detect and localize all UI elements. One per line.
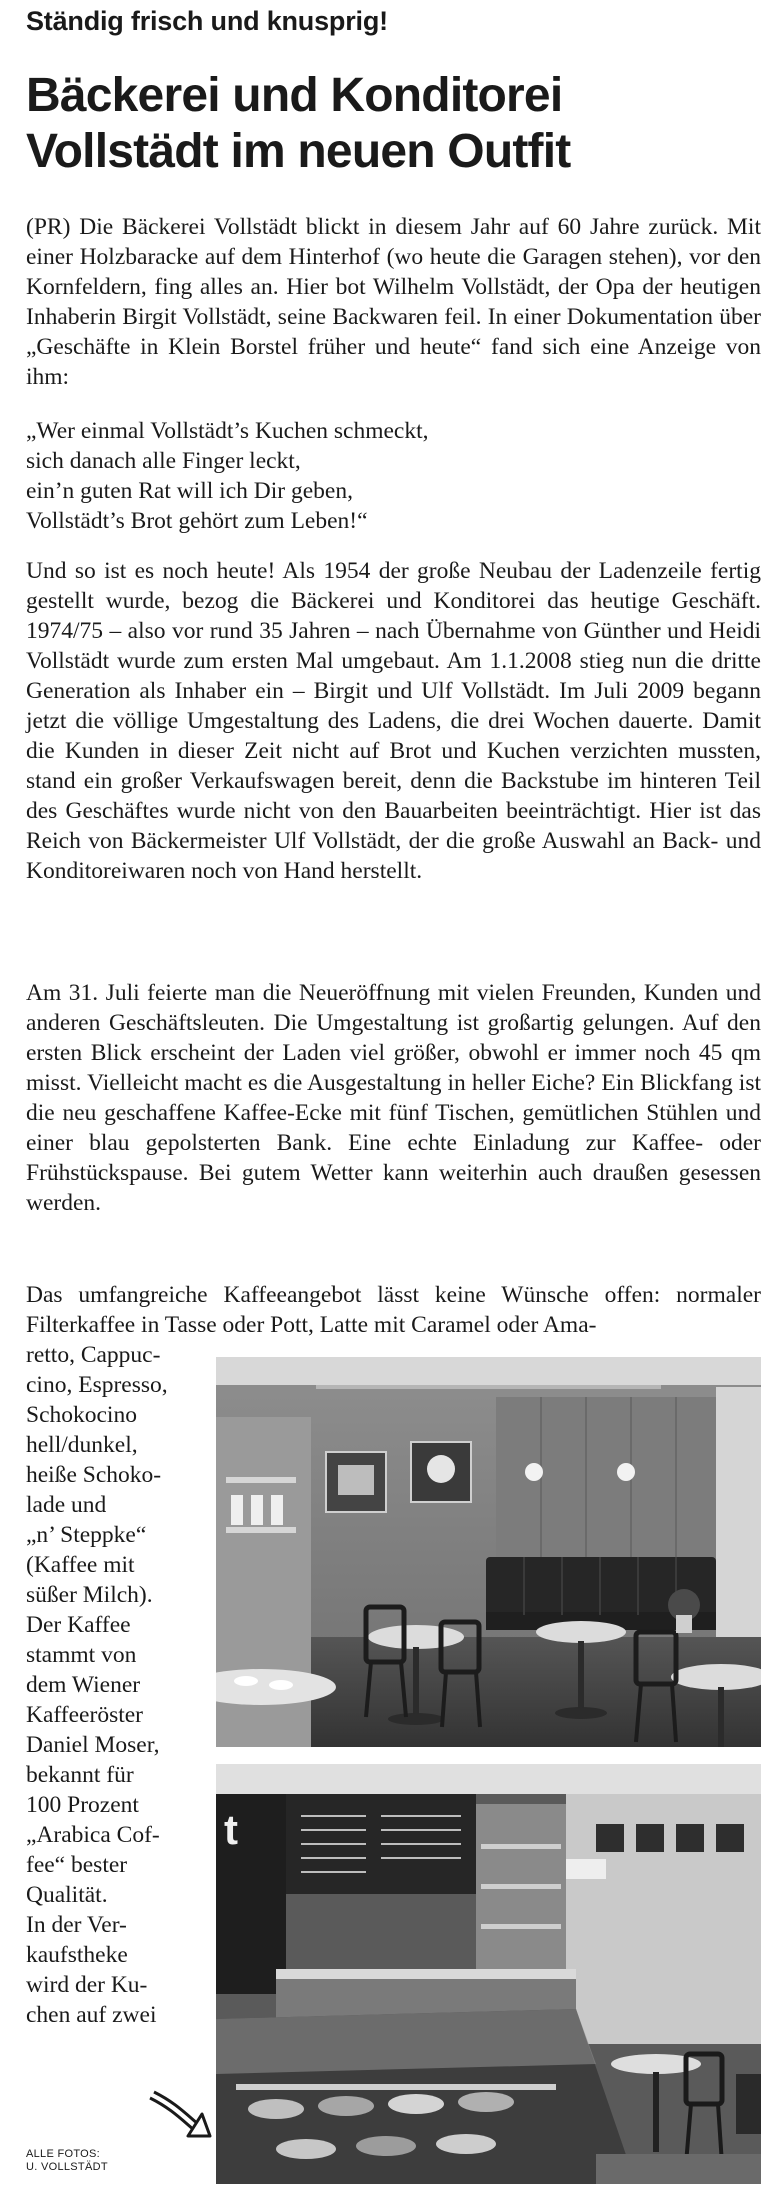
side-line: Schokocino [26,1402,137,1428]
side-line: kaufstheke [26,1942,128,1968]
side-line: chen auf zwei [26,2002,157,2028]
article [26,0,761,2193]
side-line: lade und [26,1492,107,1518]
poem-line: „Wer einmal Vollstädt’s Kuchen schmeckt, [26,418,429,444]
side-line: (Kaffee mit [26,1552,135,1578]
side-line: „Arabica Cof- [26,1822,160,1848]
side-line: hell/dunkel, [26,1432,138,1458]
side-line: wird der Ku- [26,1972,148,1998]
headline-line-1: Bäckerei und Konditorei [26,69,563,122]
side-line: heiße Schoko- [26,1462,162,1488]
photo-credit-line-1: ALLE FOTOS: [26,2148,101,2160]
cafe-corner-illustration [216,1357,761,1747]
photo-credit-line-2: U. VOLLSTÄDT [26,2161,108,2173]
side-line: bekannt für [26,1762,134,1788]
side-line: cino, Espresso, [26,1372,168,1398]
side-line: Qualität. [26,1882,108,1908]
paragraph-intro: (PR) Die Bäckerei Vollstädt blickt in diesem Jahr auf 60 Jahre zurück. Mit einer Holzbaracke auf dem Hinterhof (wo heute die Garagen stehen), vor den Kornfeldern, fing alles an. Hier bot Wilhelm Vollstädt, der Opa der heutigen Inhaberin Birgit Vollstädt, seine Backwaren feil. In einer Dokumentation über „Geschäfte in Klein Borstel früher und heute“ fand sich eine Anzeige von ihm: [26,214,761,390]
continuation-arrow-icon [144,2090,214,2140]
photo-credit [26,2148,108,2174]
side-line: stammt von [26,1642,137,1668]
paragraph-history: Und so ist es noch heute! Als 1954 der große Neubau der Ladenzeile fertig gestellt wurde, bezog die Bäckerei und Konditorei das heutige Geschäft. 1974/75 – also vor rund 35 Jahren – nach Übernahme von Günther und Heidi Vollstädt wurde zum ersten Mal umgebaut. Am 1.1.2008 stieg nun die dritte Generation als Inhaber ein – Birgit und Ulf Vollstädt. Im Juli 2009 begann jetzt die völlige Umgestaltung des Ladens, die drei Wochen dauerte. Damit die Kunden in dieser Zeit nicht auf Brot und Kuchen verzichten mussten, stand ein großer Verkaufswagen bereit, denn die Backstube im hinteren Teil des Geschäftes wurde nicht von den Bauarbeiten beeinträchtigt. Hier ist das Reich von Bäckermeister Ulf Vollstädt, der die große Auswahl an Back- und Konditoreiwaren noch von Hand herstellt. [26,558,761,884]
poem-line: sich danach alle Finger leckt, [26,448,301,474]
side-line: 100 Prozent [26,1792,139,1818]
side-line: dem Wiener [26,1672,141,1698]
headline-line-2: Vollstädt im neuen Outfit [26,125,571,178]
paragraph-coffee: Das umfangreiche Kaffeeangebot lässt keine Wünsche offen: normaler Filterkaffee in Tasse oder Pott, Latte mit Caramel oder Ama- [26,1282,761,1338]
article-headline [26,68,761,180]
side-line: retto, Cappuc- [26,1342,161,1368]
paragraph-reopening: Am 31. Juli feierte man die Neueröffnung mit vielen Freunden, Kunden und anderen Geschäftsleuten. Die Umgestaltung ist großartig gelungen. Auf den ersten Blick erscheint der Laden viel größer, obwohl er immer noch 45 qm misst. Vielleicht macht es die Ausgestaltung in heller Eiche? Ein Blickfang ist die neu geschaffene Kaffee-Ecke mit fünf Tischen, gemütlichen Stühlen und einer blau gepolsterten Bank. Eine echte Einladung zur Kaffee- oder Frühstückspause. Bei gutem Wetter kann weiterhin auch draußen gesessen werden. [26,980,761,1216]
poem-line: Vollstädt’s Brot gehört zum Leben!“ [26,508,368,534]
advertisement-poem [26,416,429,536]
side-line: süßer Milch). [26,1582,153,1608]
side-line: Kaffeeröster [26,1702,143,1728]
sales-counter-illustration [216,1764,761,2184]
poem-line: ein’n guten Rat will ich Dir geben, [26,478,353,504]
side-line: In der Ver- [26,1912,127,1938]
article-kicker: Ständig frisch und knusprig! [26,6,388,36]
side-line: Daniel Moser, [26,1732,160,1758]
shop-sign-letter: t [224,1806,238,1853]
sales-counter-photo [216,1764,761,2184]
side-text-column [26,1340,196,2030]
side-line: fee“ bester [26,1852,128,1878]
side-line: „n’ Steppke“ [26,1522,147,1548]
cafe-corner-photo [216,1357,761,1747]
side-line: Der Kaffee [26,1612,131,1638]
